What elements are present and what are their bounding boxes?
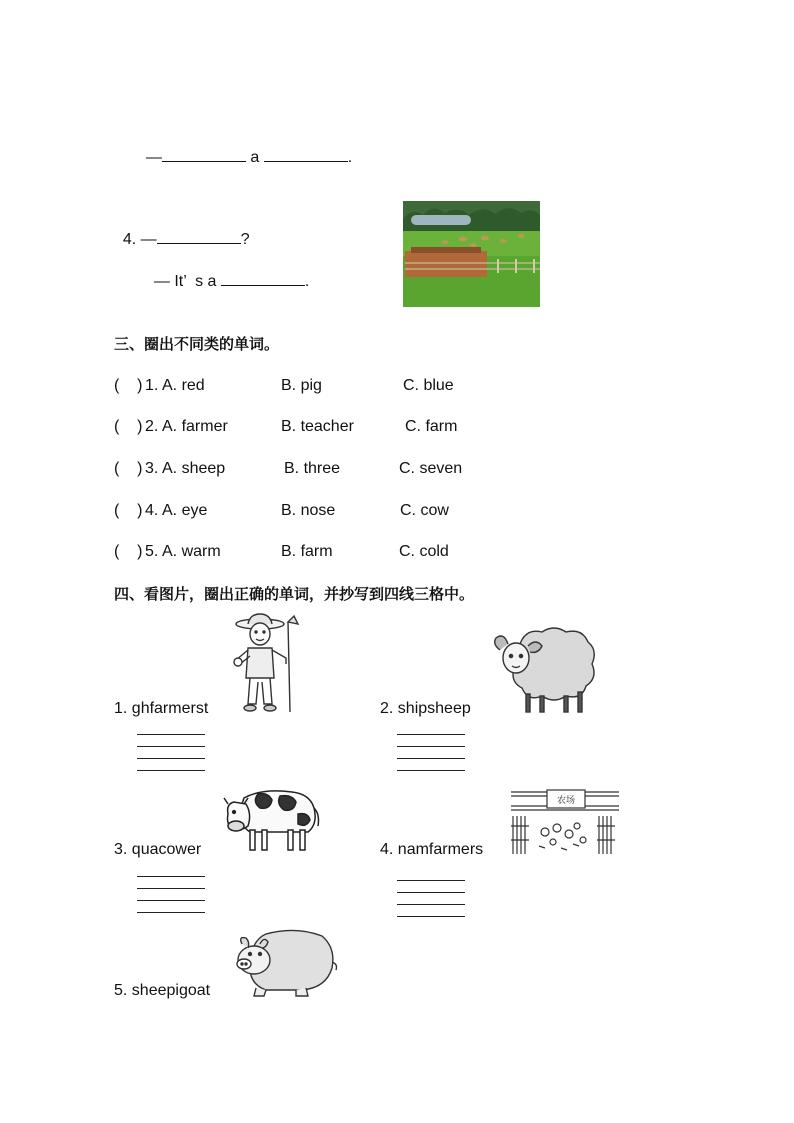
s3-option-c-3[interactable]: C. seven [399,460,463,477]
four-line-grid-1[interactable] [137,734,205,770]
farm-photo [403,201,540,307]
s3-option-a-5[interactable]: A. warm [162,543,221,560]
s3-option-a-1[interactable]: A. red [162,377,205,394]
s3-option-c-1[interactable]: C. blue [403,377,454,394]
s4-label-1[interactable]: 1. ghfarmerst [114,700,209,717]
s3-option-b-3[interactable]: B. three [284,460,341,477]
top-answer-line [137,127,352,168]
s4-label-2[interactable]: 2. shipsheep [380,700,471,717]
q4-blank-question[interactable] [157,229,241,244]
four-line-grid-4[interactable] [397,880,465,916]
q4-blank-answer[interactable] [221,271,305,286]
s3-option-c-2[interactable]: C. farm [405,418,458,435]
s3-option-b-1[interactable]: B. pig [281,377,322,394]
s4-label-5[interactable]: 5. sheepigoat [114,982,211,999]
s3-option-c-5[interactable]: C. cold [399,543,449,560]
four-line-grid-2[interactable] [397,734,465,770]
s3-num-3: 3. [145,460,159,477]
s3-num-4: 4. [145,502,159,519]
q4-question-mark: ? [240,231,250,248]
q4-label: 4. — [122,231,157,248]
period: . [347,149,353,166]
farm-picture [511,788,619,856]
s3-paren-3[interactable]: ( ) [114,460,143,477]
dash: — [145,149,162,166]
s3-paren-4[interactable]: ( ) [114,502,143,519]
section4-title: 四、看图片，圈出正确的单词，并抄写到四线三格中。 [114,585,475,603]
farmer-picture [228,612,306,714]
farm-sign-text: 农场 [556,796,576,806]
s3-num-5: 5. [145,543,159,560]
s3-paren-1[interactable]: ( ) [114,377,143,394]
s3-paren-5[interactable]: ( ) [114,543,143,560]
article-a: a [250,149,260,166]
s3-option-b-5[interactable]: B. farm [281,543,333,560]
s4-label-3[interactable]: 3. quacower [114,841,202,858]
s3-option-a-3[interactable]: A. sheep [162,460,226,477]
cow-picture [222,784,322,856]
s3-paren-2[interactable]: ( ) [114,418,143,435]
q4-answer-line [145,251,309,292]
s4-label-4[interactable]: 4. namfarmers [380,841,484,858]
blank-1[interactable] [162,147,246,162]
blank-2[interactable] [264,147,348,162]
s3-option-b-2[interactable]: B. teacher [281,418,354,435]
s3-option-b-4[interactable]: B. nose [281,502,336,519]
pig-picture [226,926,338,998]
sheep-picture [490,624,598,716]
s3-num-1: 1. [145,377,159,394]
s3-option-c-4[interactable]: C. cow [400,502,449,519]
four-line-grid-3[interactable] [137,876,205,912]
section3-title: 三、圈出不同类的单词。 [114,335,280,353]
s3-num-2: 2. [145,418,159,435]
q4-period: . [304,273,310,290]
s3-option-a-2[interactable]: A. farmer [162,418,228,435]
q4-answer-prefix: — It’ s a [153,273,217,290]
s3-option-a-4[interactable]: A. eye [162,502,208,519]
q4-question-line [114,209,250,250]
